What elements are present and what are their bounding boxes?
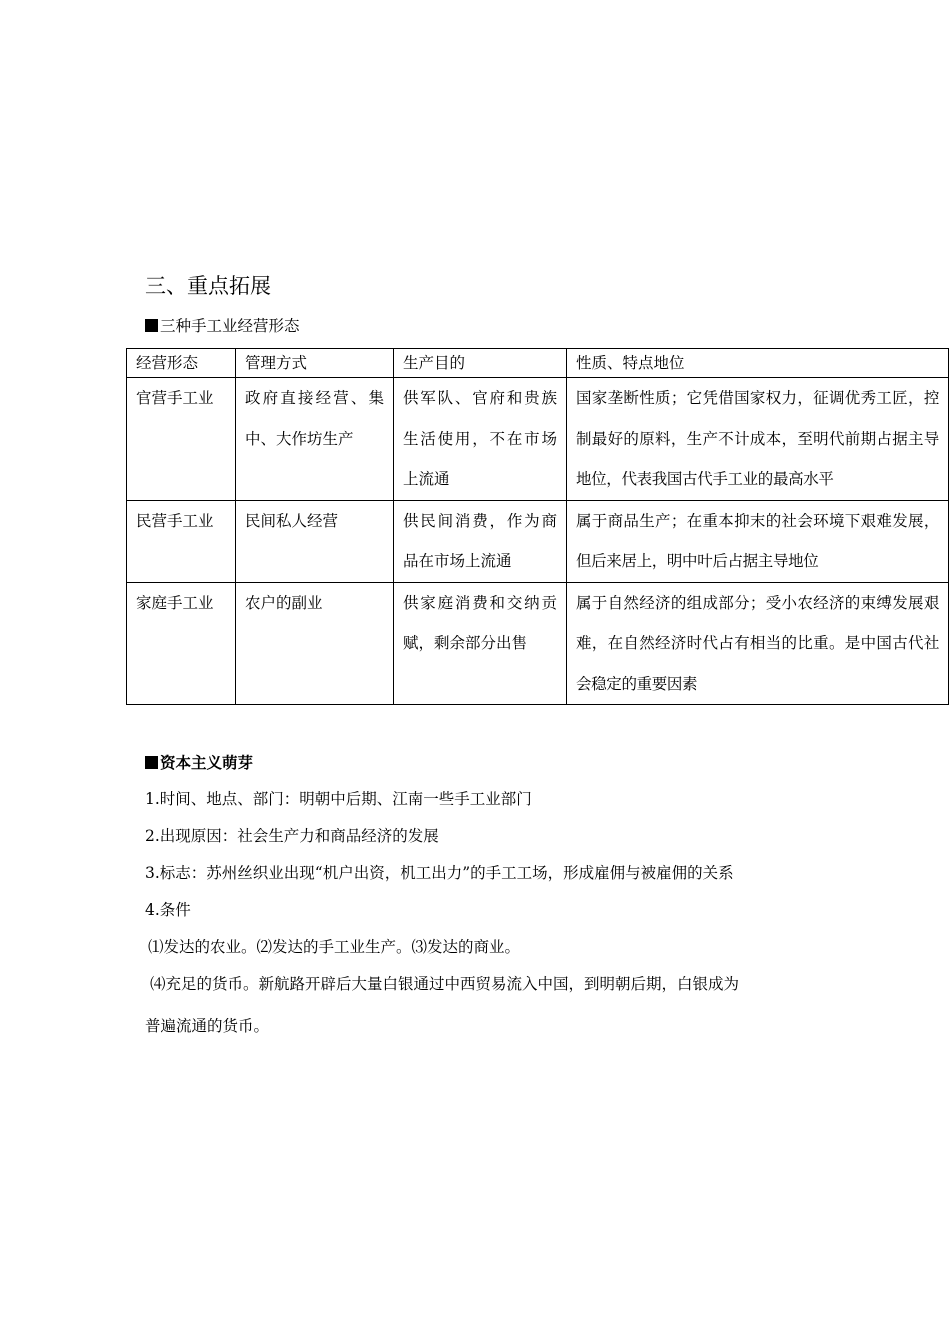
table-heading — [145, 314, 300, 338]
table-row — [127, 378, 949, 501]
table-cell: 供民间消费，作为商品在市场上流通 — [394, 500, 567, 582]
table-cell: 民营手工业 — [127, 500, 236, 582]
list-item: ⑷充足的货币。新航路开辟后大量白银通过中西贸易流入中国，到明朝后期，白银成为 — [150, 975, 740, 993]
header-cell: 性质、特点地位 — [567, 349, 949, 378]
header-cell: 经营形态 — [127, 349, 236, 378]
handicraft-forms-table — [126, 348, 949, 705]
section-title: 三、重点拓展 — [145, 274, 271, 298]
list-item: 1.时间、地点、部门：明朝中后期、江南一些手工业部门 — [145, 790, 532, 808]
capitalism-heading — [145, 751, 253, 775]
table-cell: 农户的副业 — [236, 582, 394, 705]
header-cell: 管理方式 — [236, 349, 394, 378]
table-cell: 家庭手工业 — [127, 582, 236, 705]
table-cell: 供军队、官府和贵族生活使用，不在市场上流通 — [394, 378, 567, 501]
list-item: 3.标志：苏州丝织业出现“机户出资，机工出力”的手工工场，形成雇佣与被雇佣的关系 — [145, 864, 734, 882]
list-item: ⑴发达的农业。⑵发达的手工业生产。⑶发达的商业。 — [148, 938, 521, 956]
table-header-row — [127, 349, 949, 378]
table-cell: 国家垄断性质；它凭借国家权力，征调优秀工匠，控制最好的原料，生产不计成本，至明代前期占据主导地位，代表我国古代手工业的最高水平 — [567, 378, 949, 501]
table-cell: 官营手工业 — [127, 378, 236, 501]
table-cell: 供家庭消费和交纳贡赋，剩余部分出售 — [394, 582, 567, 705]
square-bullet-icon — [145, 319, 158, 332]
table-cell: 属于自然经济的组成部分；受小农经济的束缚发展艰难，在自然经济时代占有相当的比重。是中国古代社会稳定的重要因素 — [567, 582, 949, 705]
table-heading-text: 三种手工业经营形态 — [160, 317, 300, 335]
list-item: 普遍流通的货币。 — [145, 1017, 270, 1035]
header-cell: 生产目的 — [394, 349, 567, 378]
list-item: 4.条件 — [145, 901, 191, 919]
table-row — [127, 500, 949, 582]
table-cell: 民间私人经营 — [236, 500, 394, 582]
table-cell: 属于商品生产；在重本抑末的社会环境下艰难发展，但后来居上，明中叶后占据主导地位 — [567, 500, 949, 582]
table-row — [127, 582, 949, 705]
table-cell: 政府直接经营、集中、大作坊生产 — [236, 378, 394, 501]
capitalism-heading-text: 资本主义萌芽 — [160, 753, 254, 772]
square-bullet-icon — [145, 756, 158, 769]
list-item: 2.出现原因：社会生产力和商品经济的发展 — [145, 827, 439, 845]
